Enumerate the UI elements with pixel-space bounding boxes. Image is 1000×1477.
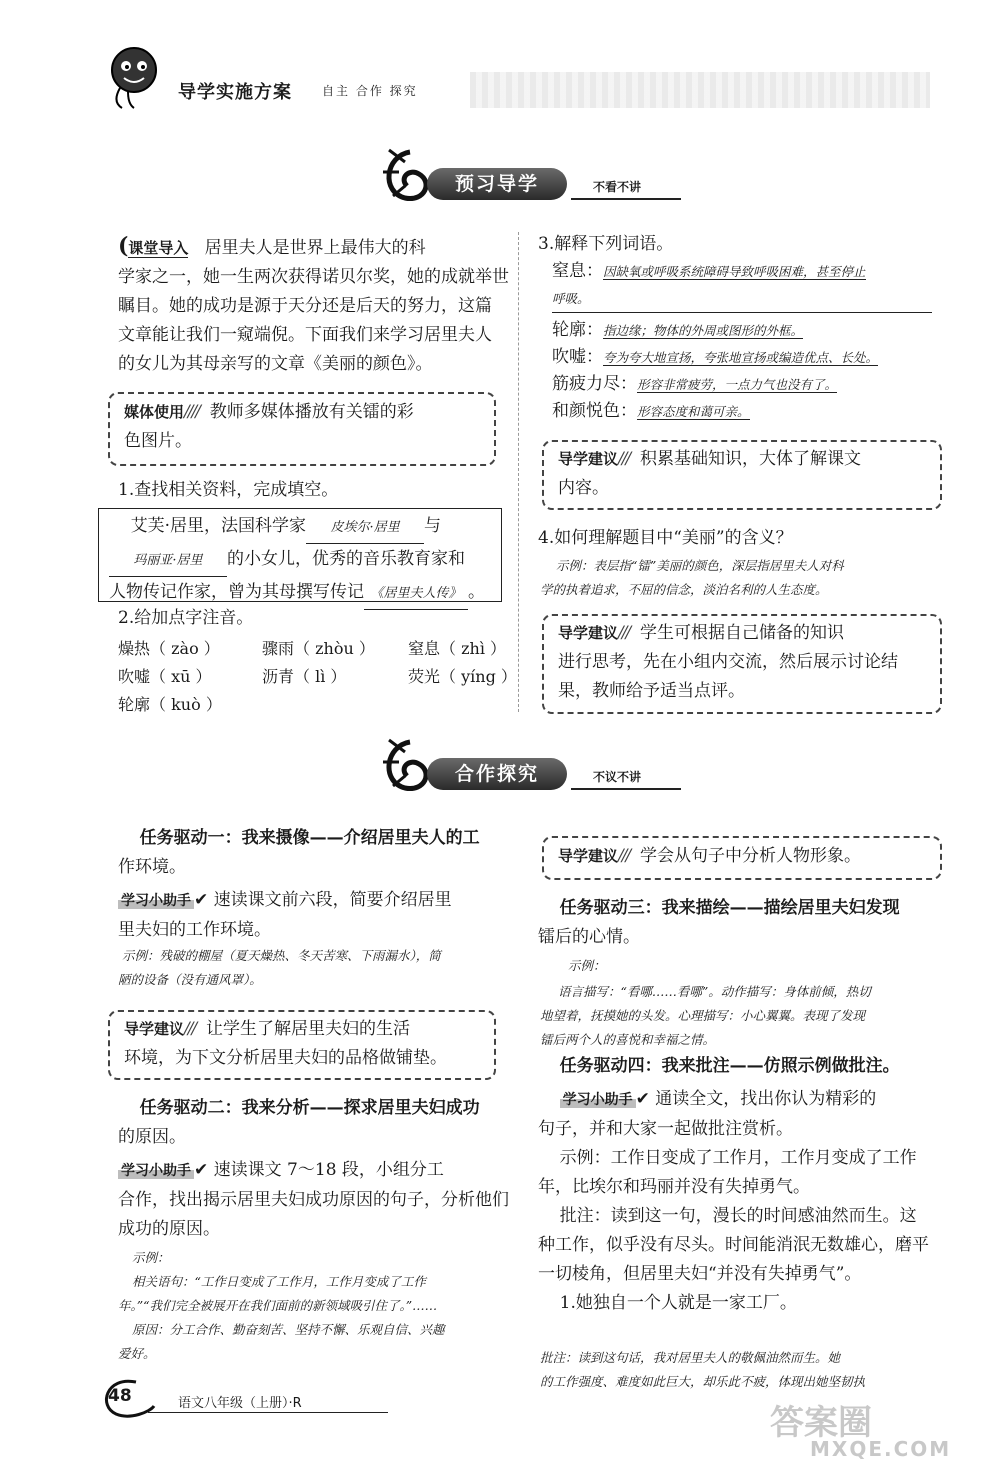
page-number: 48 (108, 1386, 132, 1406)
tip-line: 让学生了解居里夫妇的生活 (206, 1019, 411, 1039)
task4-line: 1.她独自一个人就是一家工厂。 (559, 1293, 797, 1313)
intro-line: 居里夫人是世界上最伟大的科 (204, 238, 426, 258)
check-icon: ✔ (194, 890, 209, 910)
intro-paragraph (118, 232, 518, 379)
section-title: 合作探究 (427, 758, 567, 790)
section-tag: 不议不讲 (593, 770, 642, 784)
tip-box (542, 440, 942, 510)
pinyin-item: 骤雨（ zhòu ） (262, 639, 375, 658)
task1-example: 示例：残破的棚屋（夏天燥热、冬天苦寒、下雨漏水），简 (122, 948, 441, 963)
task3-title: 任务驱动三：我来描绘——描绘居里夫妇发现 (559, 898, 900, 918)
q3-definition: 形容态度和蔼可亲。 (637, 404, 750, 419)
task2-example: 相关语句：“工作日变成了工作月，工作月变成了工作 (132, 1274, 426, 1289)
task2-example: 爱好。 (118, 1346, 156, 1361)
helper-text: 合作，找出揭示居里夫妇成功原因的句子，分析他们 (118, 1190, 509, 1210)
pinyin-item: 沥青（ lì ） (262, 667, 347, 686)
helper-label: 学习小助手 (118, 1163, 194, 1179)
task4-line: 的工作强度、难度如此巨大，却乐此不疲，体现出她坚韧执 (540, 1374, 866, 1389)
section-banner-preview (375, 158, 695, 206)
tip-line: 进行思考，先在小组内交流，然后展示讨论结 (558, 652, 898, 672)
header-subtitle: 自主 合作 探究 (322, 84, 418, 98)
q1-text: 人物传记作家，曾为其母撰写传记 (109, 582, 364, 602)
tip-box (542, 614, 942, 714)
intro-label: 课堂导入 (128, 239, 189, 257)
task3-example: 地望着，抚摸她的头发。心理描写：小心翼翼。表现了发现 (540, 1008, 866, 1023)
q3-definition: 呼吸。 (552, 286, 932, 313)
helper-label: 学习小助手 (118, 893, 194, 909)
pinyin-item: 燥热（ zào ） (118, 639, 220, 658)
helper-text: 句子，并和大家一起做批注赏析。 (538, 1119, 793, 1139)
pinyin-item: 荧光（ yíng ） (408, 667, 517, 686)
q1-text: 的小女儿，优秀的音乐教育家和 (227, 549, 465, 569)
helper-text: 成功的原因。 (118, 1219, 220, 1239)
q3-word: 窒息： (552, 261, 603, 281)
q4-answer: 学的执着追求，不屈的信念，淡泊名利的人生态度。 (540, 582, 828, 597)
q3-list (552, 258, 942, 425)
intro-line: 瞩目。她的成功是源于天分还是后天的努力，这篇 (118, 296, 492, 316)
q1-box (98, 508, 502, 602)
task4-line: 示例：工作日变成了工作月，工作月变成了工作 (559, 1148, 917, 1168)
tip-line: 内容。 (558, 478, 609, 498)
slash-icon: /// (618, 846, 630, 866)
task4-line: 年，比埃尔和玛丽并没有失掉勇气。 (538, 1177, 810, 1197)
q1-answer: 玛丽亚·居里 (109, 546, 227, 577)
task2-title: 任务驱动二：我来分析——探求居里夫妇成功 (139, 1098, 480, 1118)
q1-text: 艾芙·居里，法国科学家 (130, 516, 307, 536)
slash-icon: /// (618, 623, 630, 643)
task2-example: 年。”“我们完全被展开在我们面前的新领域吸引住了。”…… (118, 1298, 438, 1313)
q3-word: 和颜悦色： (552, 401, 637, 421)
q3-definition: 指边缘；物体的外周或图形的外框。 (603, 323, 804, 338)
media-line2: 色图片。 (124, 431, 192, 451)
header-decoration (470, 72, 930, 108)
tip-line: 积累基础知识，大体了解课文 (640, 449, 862, 469)
section-rule (571, 788, 681, 790)
tip-line: 学会从句子中分析人物形象。 (640, 846, 862, 866)
watermark-logo: 答案圈 (770, 1403, 872, 1443)
task2 (118, 1094, 518, 1244)
pinyin-item: 窒息（ zhì ） (408, 639, 507, 658)
helper-text: 里夫妇的工作环境。 (118, 920, 271, 940)
footer-rule (148, 1412, 388, 1413)
task3-example: 语言描写：“看哪……看哪”。动作描写：身体前倾，热切 (558, 984, 871, 999)
slash-icon: //// (184, 402, 199, 422)
q3-word: 吹嘘： (552, 347, 603, 367)
helper-label: 学习小助手 (560, 1092, 636, 1108)
intro-line: 文章能让我们一窥端倪。下面我们来学习居里夫人 (118, 325, 492, 345)
q3-definition: 夸为夸大地宣扬，夸张地宣扬或编造优点、长处。 (603, 350, 879, 365)
tip-line: 环境，为下文分析居里夫妇的品格做铺垫。 (124, 1048, 447, 1068)
tip-label: 导学建议 (558, 450, 619, 468)
media-line1: 教师多媒体播放有关镭的彩 (209, 402, 414, 422)
q1-title: 1.查找相关资料，完成填空。 (118, 480, 339, 500)
task3-title-cont: 镭后的心情。 (538, 927, 640, 947)
task4-line: 批注：读到这一句，漫长的时间感油然而生。这 (559, 1206, 917, 1226)
helper-text: 速读课文 7～18 段，小组分工 (213, 1160, 444, 1180)
q1-text: 。 (468, 582, 485, 602)
task1-title-cont: 作环境。 (118, 857, 186, 877)
q4-answer: 示例：表层指“镭”美丽的颜色，深层指居里夫人对科 (556, 558, 844, 573)
slash-icon: /// (184, 1019, 196, 1039)
task3-example-label: 示例： (568, 958, 606, 973)
q4-title: 4.如何理解题目中“美丽”的含义？ (538, 528, 793, 548)
q3-title: 3.解释下列词语。 (538, 234, 674, 254)
task4-title: 任务驱动四：我来批注——仿照示例做批注。 (559, 1056, 900, 1076)
bracket-icon: ( (118, 233, 129, 259)
check-icon: ✔ (635, 1089, 650, 1109)
section-tag: 不看不讲 (593, 180, 642, 194)
task4-line: 种工作，似乎没有尽头。时间能消泯无数雄心，磨平 (538, 1235, 929, 1255)
header-title: 导学实施方案 (178, 82, 292, 103)
q3-definition: 形容非常疲劳，一点力气也没有了。 (637, 377, 838, 392)
task1-title: 任务驱动一：我来摄像——介绍居里夫人的工 (139, 828, 480, 848)
tip-line: 学生可根据自己储备的知识 (640, 623, 845, 643)
section-banner-explore (375, 748, 695, 796)
tip-box (108, 1010, 496, 1080)
intro-line: 的女儿为其母亲写的文章《美丽的颜色》。 (118, 354, 433, 374)
q1-answer: 皮埃尔·居里 (306, 513, 424, 544)
mascot-logo (98, 42, 168, 112)
media-label: 媒体使用 (124, 403, 185, 421)
q1-text: 与 (424, 516, 442, 536)
intro-line: 学家之一，她一生两次获得诺贝尔奖，她的成就举世 (118, 267, 509, 287)
task1 (118, 824, 518, 945)
task2-example-label: 示例： (132, 1250, 170, 1265)
tip-label: 导学建议 (558, 847, 619, 865)
media-box (108, 392, 496, 466)
pinyin-item: 轮廓（ kuò ） (118, 695, 222, 714)
pinyin-item: 吹嘘（ xū ） (118, 667, 212, 686)
watermark-url: MXQE.COM (810, 1437, 952, 1461)
task2-title-cont: 的原因。 (118, 1127, 186, 1147)
task3 (538, 894, 948, 952)
helper-text: 速读课文前六段，简要介绍居里 (213, 890, 452, 910)
tip-label: 导学建议 (558, 624, 619, 642)
tip-line: 果，教师给予适当点评。 (558, 681, 745, 701)
q2-title: 2.给加点字注音。 (118, 608, 254, 628)
book-title: 语文八年级（上册）·R (178, 1396, 302, 1411)
task4 (538, 1052, 948, 1318)
q1-answer: 《居里夫人传》 (364, 579, 468, 610)
section-rule (571, 198, 681, 200)
task4-line: 批注：读到这句话，我对居里夫人的敬佩油然而生。她 (540, 1350, 841, 1365)
q3-word: 轮廓： (552, 320, 603, 340)
task3-example: 镭后两个人的喜悦和幸福之情。 (540, 1032, 716, 1047)
column-divider (518, 232, 520, 712)
section-title: 预习导学 (427, 168, 567, 200)
slash-icon: /// (618, 449, 630, 469)
helper-text: 通读全文，找出你认为精彩的 (655, 1089, 877, 1109)
q3-definition: 因缺氧或呼吸系统障碍导致呼吸困难，甚至停止 (603, 264, 866, 279)
task1-example: 陋的设备（没有通风罩）。 (118, 972, 262, 987)
task4-line: 一切棱角，但居里夫妇“并没有失掉勇气”。 (538, 1264, 862, 1284)
q3-word: 筋疲力尽： (552, 374, 637, 394)
check-icon: ✔ (194, 1160, 209, 1180)
task2-example: 原因：分工合作、勤奋刻苦、坚持不懈、乐观自信、兴趣 (132, 1322, 445, 1337)
tip-box (542, 836, 942, 880)
tip-label: 导学建议 (124, 1020, 185, 1038)
